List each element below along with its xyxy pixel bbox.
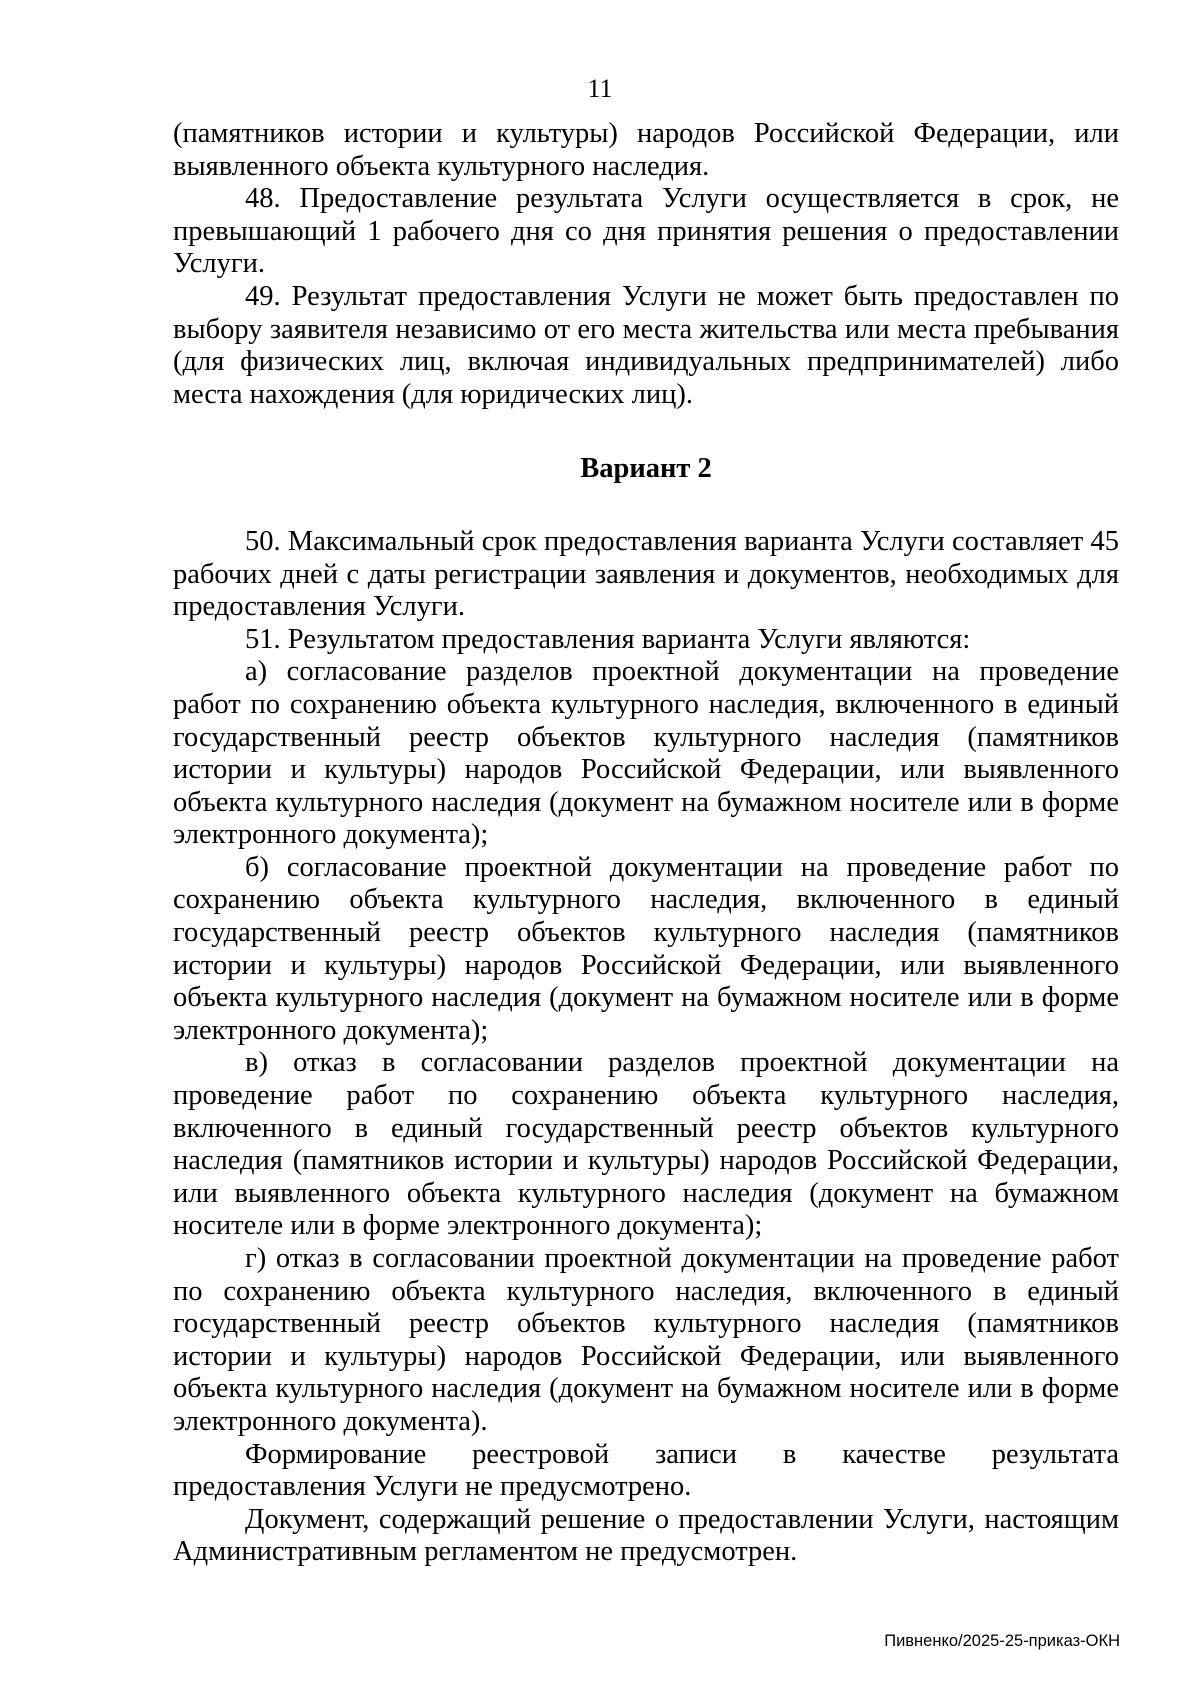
continuation-paragraph: (памятников истории и культуры) народов Российской Федерации, или выявленного объекта культурного наследия. xyxy=(173,118,1119,182)
document-body xyxy=(173,118,1119,1569)
paragraph-51: 51. Результатом предоставления варианта Услуги являются: xyxy=(245,623,971,655)
subitem-b: б) согласование проектной документации на проведение работ по сохранению объекта культурного наследия, включенного в единый государственный реестр объектов культурного наследия (памятников истории и культуры) народов Российской Федерации, или выявленного объекта культурного наследия (документ на бумажном носителе или в форме электронного документа); xyxy=(173,851,1119,1046)
paragraph-48: 48. Предоставление результата Услуги осуществляется в срок, не превышающий 1 рабочего дня со дня принятия решения о предоставлении Услуги. xyxy=(173,183,1119,280)
document-paragraph: Документ, содержащий решение о предоставлении Услуги, настоящим Административным регламентом не предусмотрен. xyxy=(173,1503,1119,1568)
subitem-v: в) отказ в согласовании разделов проектной документации на проведение работ по сохранению объекта культурного наследия, включенного в единый государственный реестр объектов культурного наследия (памятников истории и культуры) народов Российской Федерации, или выявленного объекта культурного наследия (документ на бумажном носителе или в форме электронного документа); xyxy=(173,1047,1119,1242)
footer-reference: Пивненко/2025-25-приказ-ОКН xyxy=(884,1632,1120,1650)
section-heading: Вариант 2 xyxy=(580,453,712,485)
page-number: 11 xyxy=(587,74,613,103)
paragraph-49: 49. Результат предоставления Услуги не может быть предоставлен по выбору заявителя независимо от его места жительства или места пребывания (для физических лиц, включая индивидуальных предпринимателей) либо места нахождения (для юридических лиц). xyxy=(173,280,1119,410)
paragraph-50: 50. Максимальный срок предоставления варианта Услуги составляет 45 рабочих дней с даты регистрации заявления и документов, необходимых для предоставления Услуги. xyxy=(173,525,1119,623)
subitem-g: г) отказ в согласовании проектной документации на проведение работ по сохранению объекта культурного наследия, включенного в единый государственный реестр объектов культурного наследия (памятников истории и культуры) народов Российской Федерации, или выявленного объекта культурного наследия (документ на бумажном носителе или в форме электронного документа). xyxy=(173,1243,1119,1437)
subitem-a: а) согласование разделов проектной документации на проведение работ по сохранению объекта культурного наследия, включенного в единый государственный реестр объектов культурного наследия (памятников истории и культуры) народов Российской Федерации, или выявленного объекта культурного наследия (документ на бумажном носителе или в форме электронного документа); xyxy=(173,656,1119,851)
registry-paragraph: Формирование реестровой записи в качестве результата предоставления Услуги не предусмотрено. xyxy=(173,1438,1119,1503)
